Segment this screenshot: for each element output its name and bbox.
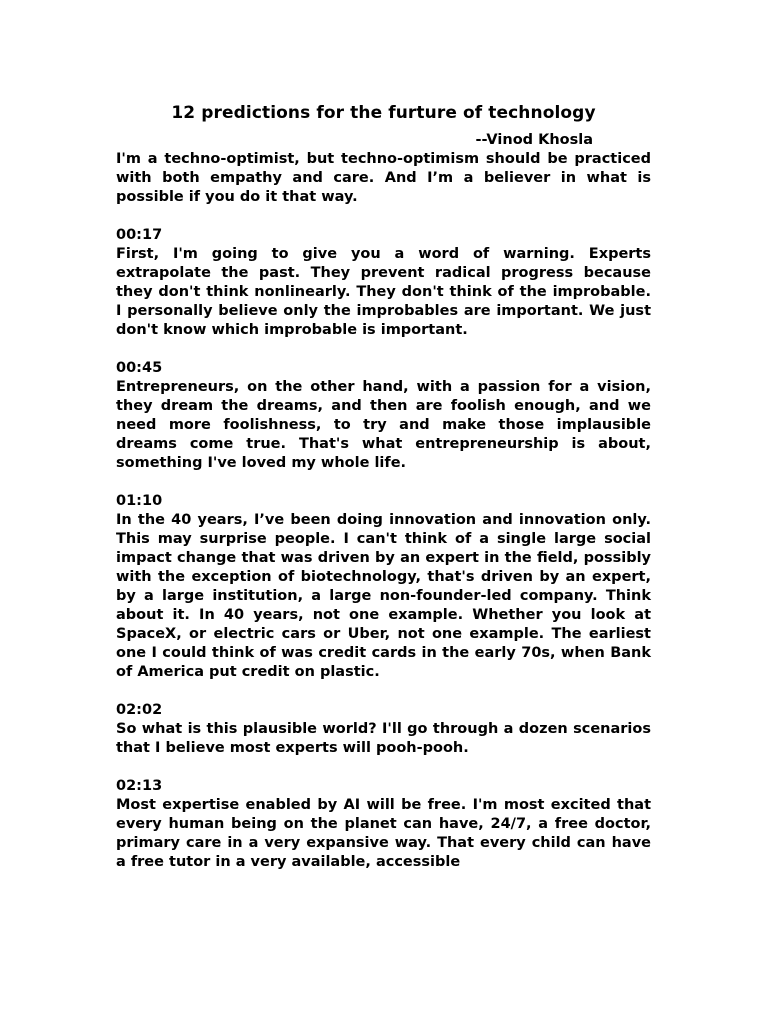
section-block [116,777,651,872]
section-timestamp: 00:45 [116,360,163,376]
section-timestamp: 02:13 [116,778,163,794]
intro-paragraph: I'm a techno-optimist, but techno-optimism should be practiced with both empathy and care. And I’m a believer in what is possible if you do it that way. [116,151,651,205]
section-timestamp: 02:02 [116,702,163,718]
intro-block [116,150,651,207]
section-paragraph: First, I'm going to give you a word of warning. Experts extrapolate the past. They prevent radical progress because they don't think nonlinearly. They don't think of the improbable. I personally believe only the improbables are important. We just don't know which improbable is important. [116,246,651,338]
section-paragraph: Entrepreneurs, on the other hand, with a passion for a vision, they dream the dreams, and then are foolish enough, and we need more foolishness, to try and make those implausible dreams come true. That's what entrepreneurship is about, something I've loved my whole life. [116,379,651,471]
section-timestamp: 01:10 [116,493,163,509]
section-block [116,226,651,340]
document-page [116,101,651,891]
document-author: --Vinod Khosla [475,132,593,148]
section-block [116,359,651,473]
section-timestamp: 00:17 [116,227,163,243]
section-paragraph: In the 40 years, I’ve been doing innovation and innovation only. This may surprise people. I can't think of a single large social impact change that was driven by an expert in the field, possibly with the exception of biotechnology, that's driven by an expert, by a large institution, a large non-founder-led company. Think about it. In 40 years, not one example. Whether you look at SpaceX, or electric cars or Uber, not one example. The earliest one I could think of was credit cards in the early 70s, when Bank of America put credit on plastic. [116,512,651,680]
section-paragraph: So what is this plausible world? I'll go through a dozen scenarios that I believe most experts will pooh-pooh. [116,721,651,756]
document-title: 12 predictions for the furture of technology [171,103,596,123]
section-block [116,701,651,758]
section-block [116,492,651,682]
section-paragraph: Most expertise enabled by AI will be free. I'm most excited that every human being on the planet can have, 24/7, a free doctor, primary care in a very expansive way. That every child can have a free tutor in a very available, accessible [116,797,651,870]
